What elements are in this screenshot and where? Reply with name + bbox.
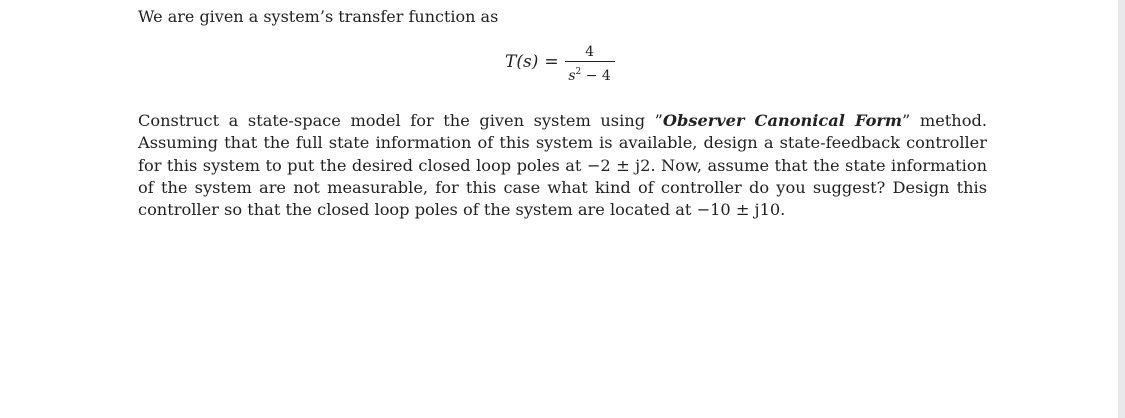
- transfer-function-equation: [505, 42, 615, 86]
- fraction-numerator: 4: [585, 44, 595, 60]
- problem-text-part2: ” method. Assuming that the full state information of this system is available, design a state-feedback controller for this system to put the desired closed loop poles at −2 ± j2. Now, assume that the state information of the system are not measurable, for this case what kind of controller do you suggest? Design this controller so that the closed loop poles of the system are located at −10 ± j10.: [138, 111, 987, 220]
- equation-lhs: T(s): [505, 52, 539, 72]
- denominator-variable: s: [568, 68, 576, 84]
- problem-text-part1: Construct a state-space model for the given system using ”: [138, 111, 663, 130]
- denominator-constant: − 4: [581, 68, 611, 84]
- fraction-denominator: [566, 62, 612, 84]
- equals-sign: =: [544, 52, 559, 72]
- fraction: [565, 44, 615, 84]
- intro-text: We are given a system’s transfer function as: [138, 7, 499, 26]
- problem-emphasis: Observer Canonical Form: [662, 111, 903, 130]
- problem-statement: [138, 110, 987, 221]
- denominator-exponent: 2: [575, 67, 582, 77]
- page-edge: [1118, 0, 1125, 418]
